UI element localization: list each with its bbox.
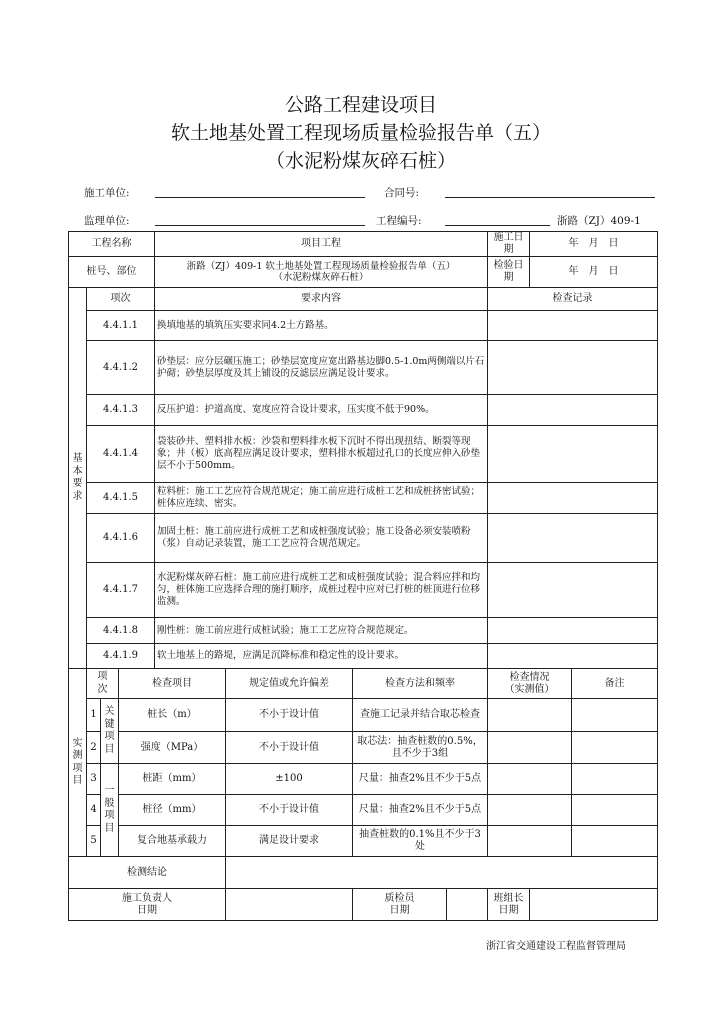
pile-value[interactable] (155, 257, 488, 288)
measured-row-result[interactable] (488, 764, 572, 795)
basic-item-text: 粒料桩：施工工艺应符合规范规定；施工前应进行成桩工艺和成桩挤密试验；桩体应连续、密实。 (155, 483, 488, 514)
measured-col-method: 检查方法和频率 (353, 669, 488, 699)
basic-item-no: 4.4.1.5 (87, 483, 155, 514)
construction-lead-label (69, 889, 226, 921)
contract-no-field[interactable] (445, 197, 655, 198)
measured-col-result (488, 669, 572, 699)
measured-row-spec: 不小于设计值 (226, 732, 353, 764)
basic-item-text: 软土地基上的路堤，应满足沉降标准和稳定性的设计要求。 (155, 644, 488, 669)
team-lead-value[interactable] (530, 889, 658, 921)
measured-row-method: 尺量：抽查2%且不少于5点 (353, 795, 488, 826)
footer-issuer: 浙江省交通建设工程监督管理局 (486, 941, 626, 952)
conclusion-label: 检测结论 (69, 857, 226, 889)
basic-item-record[interactable] (488, 563, 658, 618)
basic-item-record[interactable] (488, 618, 658, 644)
basic-section-text: 基 本 要 求 (72, 453, 83, 502)
supervision-unit-label: 监理单位: (84, 215, 130, 227)
construction-unit-field[interactable] (155, 197, 365, 198)
title-line3: （水泥粉煤灰碎石桩） (265, 150, 456, 172)
basic-item-text: 加固土桩：施工前应进行成桩工艺和成桩强度试验；施工设备必须安装喷粉（浆）自动记录装置，施工工艺应符合规范规定。 (155, 514, 488, 563)
conclusion-value[interactable] (226, 857, 658, 889)
basic-item-record[interactable] (488, 426, 658, 483)
construction-lead-label-line2: 日期 (137, 904, 157, 916)
construction-unit-label: 施工单位: (84, 187, 130, 199)
qc-label-line1: 质检员 (384, 892, 415, 904)
project-no-field[interactable] (445, 225, 550, 226)
basic-item-record[interactable] (488, 311, 658, 341)
measured-row-result[interactable] (488, 732, 572, 764)
measured-row-remark[interactable] (572, 764, 658, 795)
basic-item-no: 4.4.1.7 (87, 563, 155, 618)
measured-row-method: 取芯法：抽查桩数的0.5%，且不少于3组 (353, 732, 488, 764)
project-name-label: 工程名称 (69, 232, 155, 257)
key-items-label (101, 699, 119, 764)
inspection-date-label: 检验日期 (488, 257, 530, 288)
basic-item-no: 4.4.1.1 (87, 311, 155, 341)
basic-item-record[interactable] (488, 644, 658, 669)
measured-section-label (69, 669, 87, 857)
basic-item-text: 换填地基的填筑压实要求同4.2土方路基。 (155, 311, 488, 341)
measured-row-item: 复合地基承载力 (119, 826, 226, 857)
basic-item-record[interactable] (488, 395, 658, 426)
basic-item-no: 4.4.1.4 (87, 426, 155, 483)
measured-row-spec: ±100 (226, 764, 353, 795)
measured-row-no: 1 (87, 699, 101, 732)
supervision-unit-field[interactable] (155, 225, 365, 226)
report-table (68, 231, 658, 921)
form-code: 浙路（ZJ）409-1 (557, 215, 641, 227)
measured-col-result-line1: 检查情况 (509, 671, 550, 683)
team-lead-label-line1: 班组长 (493, 892, 524, 904)
basic-item-text: 水泥粉煤灰碎石桩：施工前应进行成桩工艺和成桩强度试验；混合料应拌和均匀，桩体施工应选择合理的施打顺序，成桩过程中应对已打桩的桩顶进行位移监测。 (155, 563, 488, 618)
basic-item-record[interactable] (488, 514, 658, 563)
team-lead-label (488, 889, 530, 921)
measured-col-item: 检查项目 (119, 669, 226, 699)
construction-lead-value[interactable] (226, 889, 353, 921)
construction-date-value[interactable]: 年 月 日 (530, 232, 658, 257)
key-items-text: 关 键 项 目 (104, 706, 115, 755)
basic-col-requirement: 要求内容 (155, 288, 488, 311)
general-items-label (101, 764, 119, 857)
basic-item-record[interactable] (488, 483, 658, 514)
basic-item-text: 反压护道：护道高度、宽度应符合设计要求，压实度不低于90%。 (155, 395, 488, 426)
title-line1: 公路工程建设项目 (284, 94, 437, 116)
measured-row-method: 尺量：抽查2%且不少于5点 (353, 764, 488, 795)
measured-row-no: 2 (87, 732, 101, 764)
title-line2: 软土地基处置工程现场质量检验报告单（五） (170, 122, 551, 144)
basic-item-text: 刚性桩：施工前应进行成桩试验；施工工艺应符合规范规定。 (155, 618, 488, 644)
general-items-text: 一 般 项 目 (104, 785, 115, 834)
measured-row-item: 桩长（m） (119, 699, 226, 732)
measured-row-remark[interactable] (572, 795, 658, 826)
measured-row-item: 强度（MPa） (119, 732, 226, 764)
basic-item-text: 袋装砂井、塑料排水板：沙袋和塑料排水板下沉时不得出现扭结、断裂等现象；井（板）底高程应满足设计要求，塑料排水板超过孔口的长度应伸入砂垫层不小于500mm。 (155, 426, 488, 483)
qc-label (353, 889, 447, 921)
measured-col-no (87, 669, 119, 699)
basic-col-item: 项次 (87, 288, 155, 311)
measured-row-remark[interactable] (572, 826, 658, 857)
measured-col-spec: 规定值或允许偏差 (226, 669, 353, 699)
measured-col-remark: 备注 (572, 669, 658, 699)
pile-value-line1: 浙路（ZJ）409-1 软土地基处置工程现场质量检验报告单（五） (186, 260, 456, 272)
pile-label: 桩号、部位 (69, 257, 155, 288)
measured-row-item: 桩径（mm） (119, 795, 226, 826)
basic-item-no: 4.4.1.6 (87, 514, 155, 563)
basic-item-no: 4.4.1.3 (87, 395, 155, 426)
measured-row-spec: 不小于设计值 (226, 699, 353, 732)
team-lead-label-line2: 日期 (498, 904, 519, 916)
inspection-date-value[interactable]: 年 月 日 (530, 257, 658, 288)
measured-row-spec: 满足设计要求 (226, 826, 353, 857)
measured-row-no: 3 (87, 764, 101, 795)
basic-item-no: 4.4.1.2 (87, 341, 155, 395)
qc-value[interactable] (447, 889, 488, 921)
measured-row-remark[interactable] (572, 732, 658, 764)
qc-label-line2: 日期 (389, 904, 410, 916)
measured-row-spec: 不小于设计值 (226, 795, 353, 826)
basic-col-record: 检查记录 (488, 288, 658, 311)
measured-row-result[interactable] (488, 699, 572, 732)
basic-section-label (69, 288, 87, 669)
measured-row-method: 查施工记录并结合取芯检查 (353, 699, 488, 732)
measured-section-text: 实 测 项 目 (72, 737, 83, 786)
measured-row-method: 抽查桩数的0.1%且不少于3处 (353, 826, 488, 857)
measured-row-remark[interactable] (572, 699, 658, 732)
measured-row-no: 5 (87, 826, 101, 857)
basic-item-no: 4.4.1.9 (87, 644, 155, 669)
measured-row-result[interactable] (488, 826, 572, 857)
basic-item-text: 砂垫层：应分层碾压施工；砂垫层宽度应宽出路基边脚0.5-1.0m两侧端以片石护砌；砂垫层厚度及其上铺设的反滤层应满足设计要求。 (155, 341, 488, 395)
measured-row-result[interactable] (488, 795, 572, 826)
measured-col-no-text: 项 次 (97, 671, 108, 695)
construction-lead-label-line1: 施工负责人 (122, 892, 172, 904)
measured-row-no: 4 (87, 795, 101, 826)
basic-item-record[interactable] (488, 341, 658, 395)
project-name-value[interactable]: 项目工程 (155, 232, 488, 257)
measured-col-result-line2: （实测值） (504, 683, 555, 695)
basic-item-no: 4.4.1.8 (87, 618, 155, 644)
contract-no-label: 合同号: (384, 187, 420, 199)
construction-date-label: 施工日期 (488, 232, 530, 257)
measured-row-item: 桩距（mm） (119, 764, 226, 795)
project-no-label: 工程编号: (376, 215, 422, 227)
pile-value-line2: （水泥粉煤灰碎石桩） (273, 272, 369, 283)
